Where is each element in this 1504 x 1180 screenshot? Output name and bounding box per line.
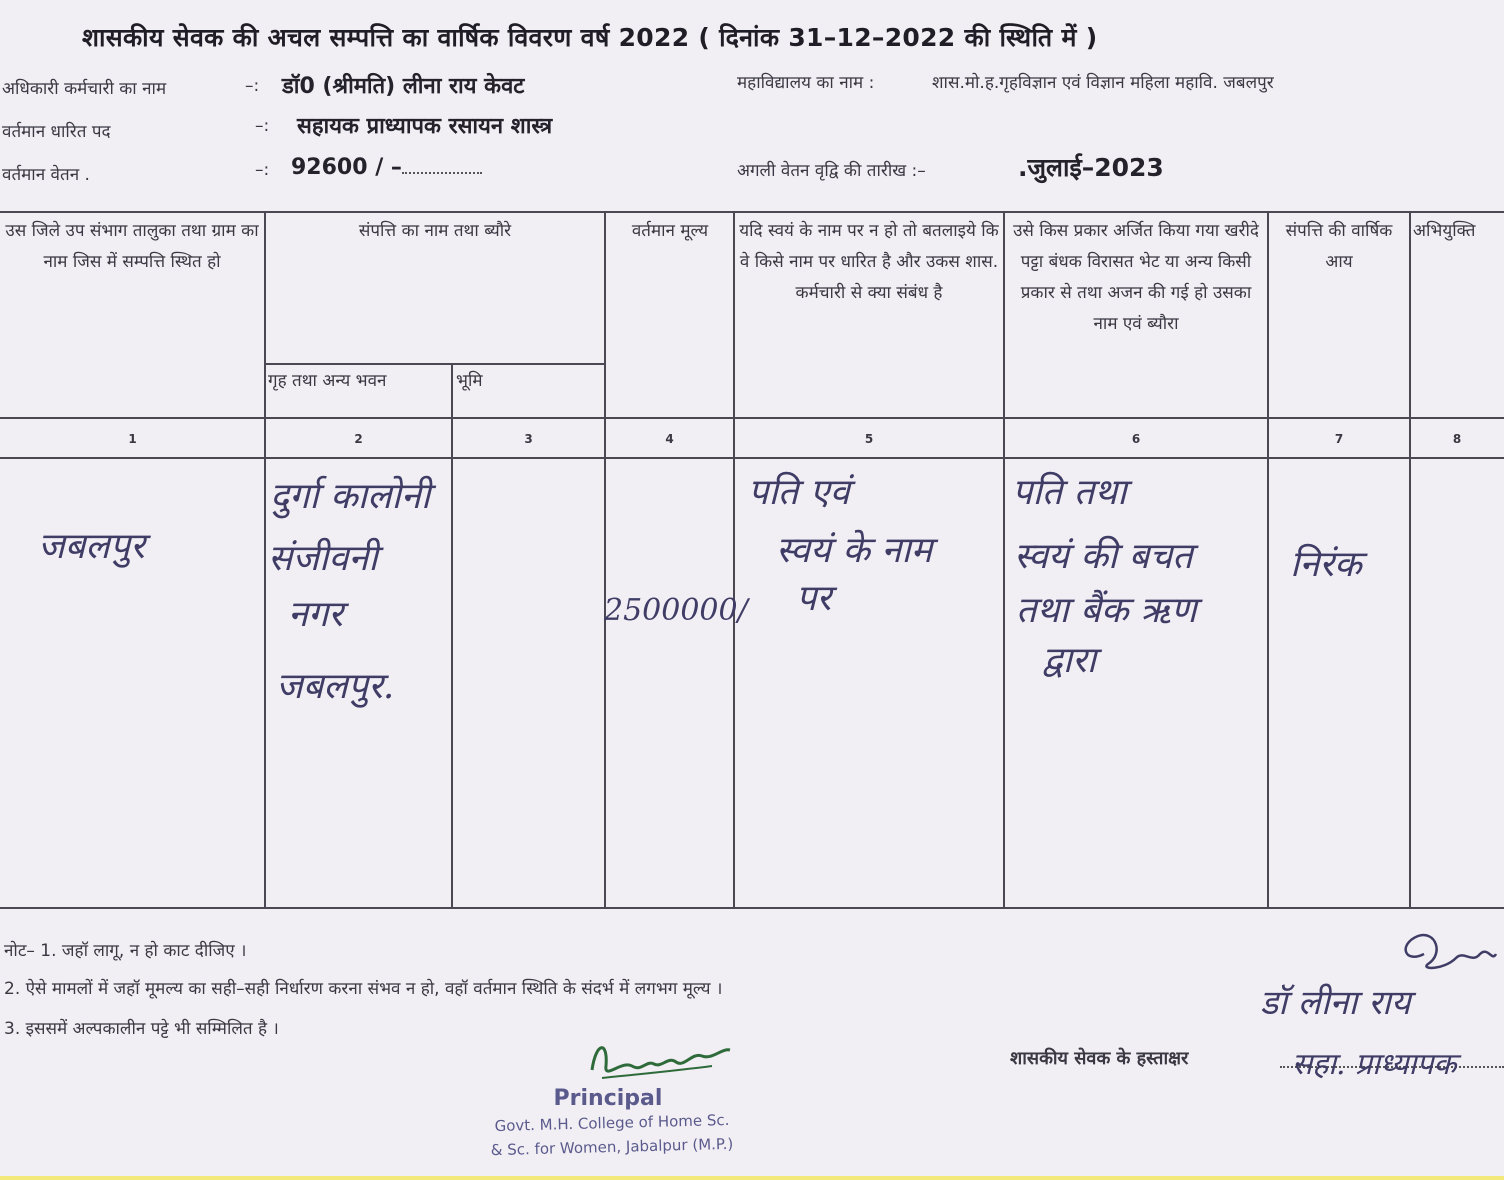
principal-signature — [582, 1030, 742, 1090]
row-value: 2500000/ — [604, 593, 748, 628]
column-number: 8 — [1452, 432, 1462, 446]
salary-label: वर्तमान वेतन . — [2, 165, 90, 185]
column-number: 7 — [1334, 432, 1344, 446]
name-value: डॉ0 (श्रीमति) लीना राय केवट — [282, 74, 525, 99]
post-value: सहायक प्राध्यापक रसायन शास्त्र — [297, 114, 553, 139]
row-acquisition-line: द्वारा — [1042, 640, 1097, 681]
header-building: गृह तथा अन्य भवन — [268, 371, 387, 391]
row-acquisition-line: स्वयं की बचत — [1014, 536, 1193, 577]
row-name-relation-line: पति एवं — [748, 472, 850, 513]
note-3: 3. इससमें अल्पकालीन पट्टे भी सम्मिलित है । — [4, 1019, 279, 1039]
column-number: 3 — [524, 432, 533, 446]
document-title: शासकीय सेवक की अचल सम्पत्ति का वार्षिक विवरण वर्ष 2022 ( दिनांक 31–12–2022 की स्थिति में ) — [82, 23, 1098, 52]
employee-designation: सहा. प्राध्यापक — [1292, 1047, 1457, 1082]
row-building-line: संजीवनी — [268, 538, 378, 579]
header-acquisition: उसे किस प्रकार अर्जित किया गया खरीदे पट्टा बंधक विरासत भेट या अन्य किसी प्रकार से तथा अजन की गई हो उसका नाम एवं ब्यौरा — [1013, 221, 1259, 334]
salary-value: 92600 / – — [291, 155, 482, 180]
row-building-line: दुर्गा कालोनी — [270, 476, 431, 517]
note-1: नोट– 1. जहॉ लागू, न हो काट दीजिए । — [4, 941, 247, 961]
row-name-relation-line: पर — [796, 578, 832, 619]
column-number: 4 — [665, 432, 674, 446]
column-number: 2 — [354, 432, 363, 446]
paper-edge — [0, 1176, 1504, 1180]
row-location: जबलपुर — [38, 526, 145, 567]
column-number: 6 — [1131, 432, 1141, 446]
note-2: 2. ऐसे मामलों में जहॉ मूमल्य का सही–सही निर्धारण करना संभव न हो, वहॉ वर्तमान स्थिति के संदर्भ में लगभग मूल्य । — [4, 979, 723, 999]
post-sep: –: — [255, 116, 270, 136]
header-location: उस जिले उप संभाग तालुका तथा ग्राम का नाम जिस में सम्पत्ति स्थित हो — [5, 221, 259, 272]
stamp-title: Principal — [553, 1086, 663, 1111]
employee-signature-name: डॉ लीना राय — [1260, 983, 1411, 1023]
salary-sep: –: — [255, 160, 270, 180]
header-annual-income: संपत्ति की वार्षिक आय — [1285, 221, 1393, 272]
post-label: वर्तमान धारित पद — [2, 122, 111, 142]
header-remarks: अभियुक्ति — [1413, 221, 1476, 241]
increment-value: .जुलाई–2023 — [1018, 153, 1164, 182]
row-acquisition-line: पति तथा — [1012, 472, 1127, 513]
row-building-line: जबलपुर. — [276, 666, 395, 707]
column-number: 5 — [864, 432, 874, 446]
name-sep: –: — [245, 76, 260, 96]
row-building-line: नगर — [288, 594, 343, 635]
row-annual-income: निरंक — [1290, 544, 1362, 585]
header-value: वर्तमान मूल्य — [631, 221, 709, 241]
row-acquisition-line: तथा बैंक ऋण — [1016, 590, 1197, 631]
column-number: 1 — [128, 432, 137, 446]
row-name-relation-line: स्वयं के नाम — [776, 530, 933, 571]
name-label: अधिकारी कर्मचारी का नाम — [2, 79, 167, 99]
increment-label: अगली वेतन वृद्वि की तारीख :– — [737, 161, 926, 181]
college-label: महाविद्यालय का नाम : — [737, 73, 875, 93]
header-name-relation: यदि स्वयं के नाम पर न हो तो बतलाइये कि वे किसे नाम पर धारित है और उकस शास. कर्मचारी से क्या संबंध है — [739, 221, 999, 303]
header-property: संपत्ति का नाम तथा ब्यौरे — [358, 221, 512, 241]
header-land: भूमि — [456, 371, 483, 391]
college-value: शास.मो.ह.गृहविज्ञान एवं विज्ञान महिला महावि. जबलपुर — [932, 73, 1274, 93]
signature-label: शासकीय सेवक के हस्ताक्षर — [1010, 1048, 1189, 1069]
stamp-line-2: & Sc. for Women, Jabalpur (M.P.) — [490, 1134, 734, 1160]
stamp-line-1: Govt. M.H. College of Home Sc. — [494, 1110, 730, 1136]
